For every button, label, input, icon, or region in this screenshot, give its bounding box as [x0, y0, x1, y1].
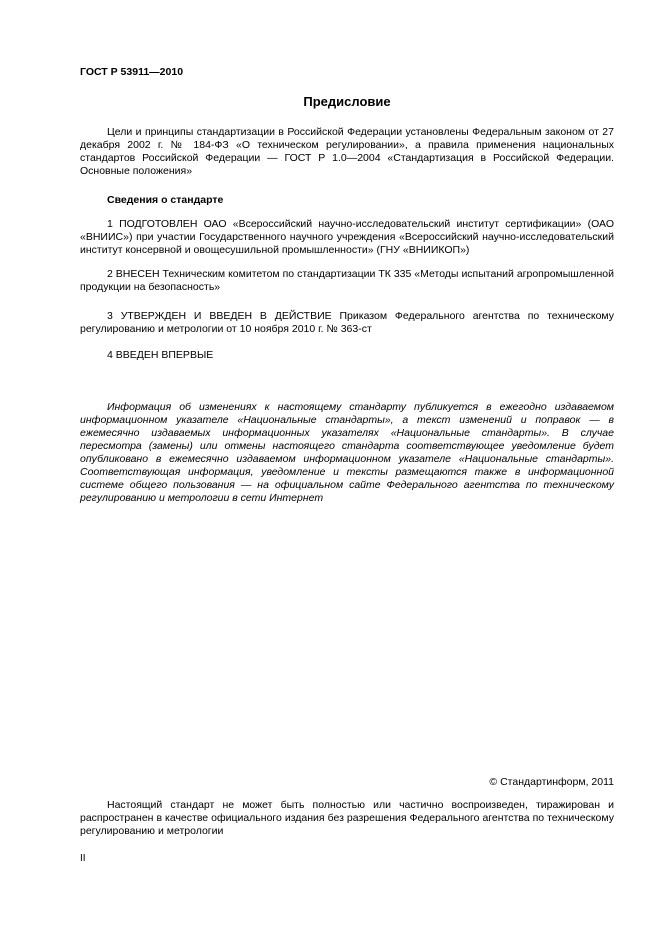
- info-item-3: 3 УТВЕРЖДЕН И ВВЕДЕН В ДЕЙСТВИЕ Приказом Федерального агентства по техническому регулированию и метрологии от 10 ноября 2010 г. № 363-ст: [80, 310, 614, 335]
- page-number: II: [80, 853, 86, 864]
- reproduction-notice: Настоящий стандарт не может быть полностью или частично воспроизведен, тиражирован и распространен в качестве официального издания без разрешения Федерального агентства по техническому регулированию и метрологии: [80, 799, 614, 837]
- intro-paragraph: Цели и принципы стандартизации в Российской Федерации установлены Федеральным законом от 27 декабря 2002 г. № 184-ФЗ «О техническом регулировании», а правила применения национальных стандартов Российской Федерации — ГОСТ Р 1.0—2004 «Стандартизация в Российской Федерации. Основные положения»: [80, 126, 614, 177]
- info-item-4: 4 ВВЕДЕН ВПЕРВЫЕ: [107, 349, 214, 361]
- info-item-1: 1 ПОДГОТОВЛЕН ОАО «Всероссийский научно-исследовательский институт сертификации» (ОАО «ВНИИС») при участии Государственного научного учреждения «Всероссийский научно-исследовательский институт консервной и овощесушильной промышленности» (ГНУ «ВНИИКОП»): [80, 218, 614, 256]
- page-title: Предисловие: [303, 94, 391, 109]
- standard-info-heading: Сведения о стандарте: [107, 194, 224, 206]
- info-item-2: 2 ВНЕСЕН Техническим комитетом по стандартизации ТК 335 «Методы испытаний агропромышленной продукции на безопасность»: [80, 268, 614, 293]
- document-code: ГОСТ Р 53911—2010: [80, 66, 184, 78]
- copyright-notice: © Стандартинформ, 2011: [489, 776, 614, 788]
- changes-info-paragraph: Информация об изменениях к настоящему стандарту публикуется в ежегодно издаваемом информационном указателе «Национальные стандарты», а текст изменений и поправок — в ежемесячно издаваемых информационных указателях «Национальные стандарты». В случае пересмотра (замены) или отмены настоящего стандарта соответствующее уведомление будет опубликовано в ежемесячно издаваемом информационном указателе «Национальные стандарты». Соответствующая информация, уведомление и тексты размещаются также в информационной системе общего пользования — на официальном сайте Федерального агентства по техническому регулированию и метрологии в сети Интернет: [80, 401, 614, 504]
